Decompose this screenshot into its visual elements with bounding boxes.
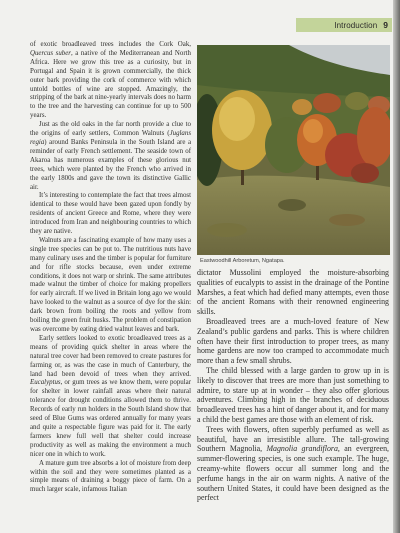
page-edge-shadow	[393, 0, 400, 533]
species-name: Magnolia grandiflora	[266, 444, 338, 454]
photo-figure	[197, 45, 390, 255]
paragraph	[197, 268, 389, 317]
page-number: 9	[383, 20, 388, 30]
grass-field	[197, 176, 390, 255]
paragraph	[30, 460, 191, 496]
body-text: , a native of the Mediterranean and North Africa. Here we grow this tree as a curiosity, but in Portugal and Spain it is grown commercially, the thick outer bark providing the cork of commerce with which untold bottles of wine are stopped. Amazingly, the stripping of the bark at nine-yearly intervals does no harm to the tree and the harvesting can continue for up to 500 years.	[30, 49, 191, 120]
body-text: A mature gum tree absorbs a lot of moisture from deep within the soil and they were sometimes planted as a simple means of draining a boggy piece of farm. On a much larger scale, infamous Italian	[30, 459, 191, 494]
body-text: ) around Banks Peninsula in the South Island are a reminder of early French settlement. The seaside town of Akaroa has numerous examples of these glorious nut trees, which were planted by the French who arrived in the early 1800s and gave the town its distinctive Gallic air.	[30, 138, 191, 191]
left-text-column	[30, 41, 191, 495]
body-text: The child blessed with a large garden to grow up in is likely to discover that trees are more than just something to admire, to stare up at in wonder – they also offer glorious adventures. Climbing high in the branches of deciduous broadleaved trees has a hint of danger about it, and for many a child the best games are those with an element of risk.	[197, 365, 389, 424]
paragraph	[197, 425, 389, 503]
paragraph	[30, 41, 191, 121]
paragraph	[197, 366, 389, 425]
paragraph	[30, 335, 191, 460]
paragraph	[30, 192, 191, 237]
body-text: Trees with flowers, often superbly perfumed as well as beautiful, have an irresistible allure. The tall-growing Southern Magnolia,	[197, 424, 389, 454]
right-text-column	[197, 268, 389, 503]
body-text: of exotic broadleaved trees includes the Cork Oak,	[30, 41, 191, 48]
body-text: Early settlers looked to exotic broadleaved trees as a means of providing quick shelter in areas where the natural tree cover had been removed to create pastures for farming or, as was the case in much of Canterbury, the land had been devoid of trees when they arrived.	[30, 334, 191, 378]
body-text: Broadleaved trees are a much-loved feature of New Zealand’s public gardens and parks. This is where children often have their first introduction to proper trees, as many home gardens are now too cramped to accommodate much more than a few small shrubs.	[197, 316, 389, 366]
body-text: Walnuts are a fascinating example of how many uses a single tree species can be put to. The nutritious nuts have many culinary uses and the timber is popular for furniture and for rifle stocks because, even under extreme conditions, it does not warp or shrink. The same attributes made walnut the timber of choice for making propellers for early aircraft. If we lived in Britain long ago we would have looked to the walnut as a source of dye for the skin: dark brown from boiling the roots and yellow from boiling the green fruit husks. The problem of constipation was overcome by eating dried walnut leaves and bark.	[30, 236, 191, 333]
species-name: Quercus suber	[30, 49, 71, 57]
section-title: Introduction	[334, 20, 378, 30]
paragraph	[197, 317, 389, 366]
paragraph	[30, 237, 191, 335]
body-text: , or gum trees as we know them, were popular for shelter in lower rainfall areas where their natural tolerance for drought conditions allowed them to thrive. Records of early run holders in the South Island show that seed of Blue Gums was ordered annually for many years and quite a respectable figure was paid for it. The early farmers knew full well that shelter could increase productivity as well as making the environment a much nicer one in which to work.	[30, 379, 191, 458]
body-text: dictator Mussolini employed the moisture-absorbing qualities of eucalypts to assist in the drainage of the Pontine Marshes, a feat which had defied many attempts, even those of the ancient Romans with their renowned engineering skills.	[197, 268, 389, 317]
paragraph	[30, 121, 191, 192]
species-name: Juglans regia	[30, 130, 191, 146]
body-text: It’s interesting to contemplate the fact that trees almost identical to these would have been gazed upon fondly by residents of ancient Greece and Rome, where they were introduced from Iran and neighbouring countries to which they are native.	[30, 192, 191, 236]
body-text: , an evergreen, summer-flowering species, is one such example. The huge, creamy-white flowers occur all summer long and the perfume hangs in the air on warm nights. A native of the southern United States, it could have been designed as the perfect	[197, 444, 390, 503]
section-header-tab	[296, 18, 392, 32]
photo-caption: Eastwoodhill Arboretum, Ngatapa.	[200, 258, 285, 264]
species-name: Eucalyptus	[30, 379, 61, 387]
body-text: Just as the old oaks in the far north provide a clue to the origins of early settlers, Common Walnuts (	[30, 121, 191, 138]
arboretum-photo	[197, 45, 390, 255]
